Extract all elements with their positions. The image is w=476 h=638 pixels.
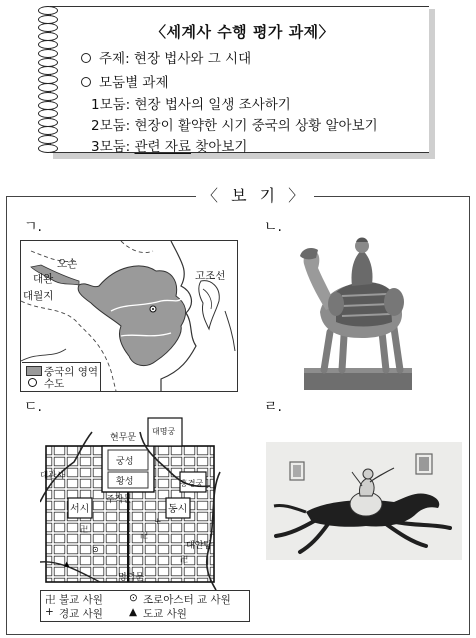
bullet-icon: [81, 53, 91, 63]
bullet-icon: [81, 77, 91, 87]
plan-place-label: 궁성: [116, 457, 134, 467]
spiral-coil-icon: [38, 66, 58, 75]
buddhist-temple-icon: 卍: [180, 555, 188, 564]
spiral-coil-icon: [38, 49, 58, 58]
changan-city-plan: [40, 412, 224, 590]
plan-place-label: 대명궁: [152, 427, 176, 436]
legend-nestorian-label: 경교 사원: [59, 608, 103, 620]
map-place-label: 대월지: [23, 290, 54, 302]
spiral-coil-icon: [38, 135, 58, 144]
label-na: ㄴ.: [264, 219, 282, 235]
plan-place-label: 서시: [70, 504, 90, 515]
group-heading: 모둠별 과제: [99, 75, 169, 91]
task-underlined: 관련 자료: [134, 139, 191, 155]
plan-place-label: 황성: [116, 477, 134, 487]
buddhist-temple-icon: 卍: [140, 531, 148, 540]
capital-icon: [28, 378, 37, 387]
nestorian-church-icon: +: [45, 606, 54, 618]
plan-place-label: 현무문: [110, 433, 137, 443]
map-place-label: 고조선: [195, 270, 226, 282]
spiral-binding: [38, 6, 58, 154]
plan-legend: [40, 590, 250, 622]
nestorian-church-icon: +: [154, 517, 162, 527]
plan-place-label: 대안탑: [186, 541, 213, 551]
label-da: ㄷ.: [24, 399, 42, 415]
plan-place-label: 대관사: [40, 471, 65, 481]
legend-taoist-label: 도교 사원: [143, 608, 187, 620]
taoist-temple-icon: ▲: [64, 560, 70, 568]
camel-figurine-photo: [290, 232, 420, 394]
legend-capital-label: 수도: [44, 378, 65, 390]
legend-region-label: 중국의 영역: [44, 366, 99, 378]
label-ga: ㄱ.: [24, 219, 42, 235]
spiral-coil-icon: [38, 109, 58, 118]
map-place-label: 오손: [57, 258, 78, 270]
spiral-coil-icon: [38, 144, 58, 153]
topic-row: [81, 47, 251, 67]
task-prefix: 1모둠:: [91, 97, 135, 113]
task-2: [91, 114, 378, 134]
assignment-note: [50, 6, 429, 153]
assignment-title: 〈세계사 수행 평가 과제〉: [151, 23, 335, 41]
spiral-coil-icon: [38, 92, 58, 101]
legend-zoroastrian-label: 조로아스터 교 사원: [143, 594, 231, 606]
map-place-label: 대완: [33, 273, 54, 285]
zoroastrian-temple-icon: ⊙: [129, 592, 138, 604]
task-prefix: 2모둠:: [91, 118, 135, 134]
spiral-coil-icon: [38, 6, 58, 15]
plan-place-label: 주작문: [106, 495, 133, 505]
painting-graphic: [266, 442, 462, 560]
city-plan-graphic: [40, 412, 224, 590]
horse-rider-painting: [266, 442, 462, 560]
task-1: [91, 93, 291, 113]
group-heading-row: [81, 71, 169, 91]
plan-place-label: 동시: [168, 504, 188, 515]
topic-text: 주제: 현장 법사와 그 시대: [99, 51, 252, 67]
task-text: 현장이 활약한 시기 중국의 상황 알아보기: [134, 118, 378, 134]
task-3: [91, 135, 247, 155]
task-text: 찾아보기: [190, 139, 248, 155]
taoist-temple-icon: ▲: [129, 606, 138, 618]
plan-place-label: 흥경궁: [180, 479, 204, 488]
legend-buddhist-label: 불교 사원: [59, 594, 103, 606]
zoroastrian-temple-icon: ⊙: [92, 545, 99, 554]
examples-title: 〈 보 기 〉: [196, 183, 314, 206]
task-prefix: 3모둠:: [91, 139, 135, 155]
task-text: 현장 법사의 일생 조사하기: [134, 97, 291, 113]
buddhist-temple-icon: 卍: [80, 525, 88, 534]
plan-place-label: 명덕문: [118, 573, 145, 583]
camel-figurine-graphic: [290, 232, 420, 394]
map-legend: [22, 362, 101, 391]
spiral-coil-icon: [38, 23, 58, 32]
region-swatch: [26, 366, 42, 376]
label-ra: ㄹ.: [264, 399, 282, 415]
buddhist-temple-icon: 卍: [45, 594, 56, 606]
